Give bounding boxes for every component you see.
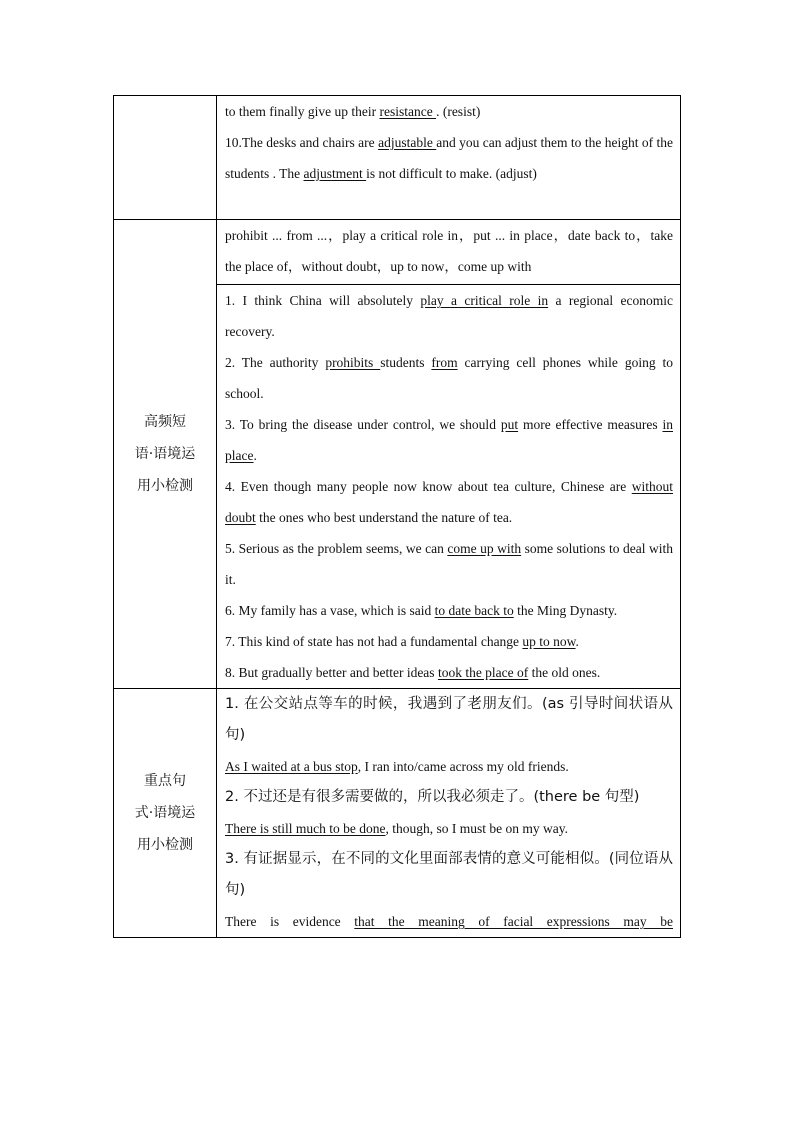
row-label-cell <box>114 220 217 689</box>
exercise-list <box>217 284 680 688</box>
answer-blank: adjustment <box>303 166 367 181</box>
table-row <box>114 96 681 220</box>
phrase-bank: prohibit ... from ...，play a critical role in，put ... in place，date back to，take the place of，without doubt，up to now，come up with <box>225 228 673 274</box>
section-label: 重点句 <box>144 773 186 789</box>
answer-blank: As I waited at a bus stop <box>225 759 358 774</box>
section-label: 语·语境运 <box>134 446 196 462</box>
chinese-prompt: 1. 在公交站点等车的时候，我遇到了老朋友们。(as 引导时间状语从句) <box>225 696 673 743</box>
answer-blank: that the meaning of facial expressions may be <box>354 914 674 929</box>
exercise-line: 6. My family has a vase, which is said to date back to the Ming Dynasty. <box>225 603 618 618</box>
exercise-line: 1. I think China will absolutely play a critical role in a regional economic recovery. <box>225 293 673 339</box>
exercise-line: There is still much to be done, though, so I must be on my way. <box>225 821 568 836</box>
answer-blank: play a critical role in <box>420 293 549 308</box>
exercise-line: 2. The authority prohibits students from carrying cell phones while going to school. <box>225 355 673 401</box>
exercise-line: 10.The desks and chairs are adjustable and you can adjust them to the height of the students . The adjustment is not difficult to make. (adjust) <box>225 135 674 181</box>
exercise-line: 4. Even though many people now know about tea culture, Chinese are without doubt the ones who best understand the nature of tea. <box>225 479 673 525</box>
answer-blank: There is still much to be done <box>225 821 386 836</box>
exercise-line: to them finally give up their resistance . (resist) <box>225 104 481 119</box>
row-label-cell <box>114 96 217 220</box>
exercise-line: As I waited at a bus stop, I ran into/came across my old friends. <box>225 759 569 774</box>
exercise-line: There is evidence that the meaning of facial expressions may be <box>225 914 674 929</box>
table-row <box>114 220 681 689</box>
section-label: 式·语境运 <box>134 805 196 821</box>
answer-blank: resistance <box>379 104 437 119</box>
answer-blank: adjustable <box>378 135 437 150</box>
exercise-line: 3. To bring the disease under control, we should put more effective measures in place. <box>225 417 673 463</box>
answer-blank: come up with <box>447 541 522 556</box>
answer-blank: without doubt <box>225 479 673 525</box>
row-content-cell <box>217 220 681 689</box>
exercise-line: 7. This kind of state has not had a fundamental change up to now. <box>225 634 579 649</box>
chinese-prompt: 3. 有证据显示，在不同的文化里面部表情的意义可能相似。(同位语从句) <box>225 851 673 898</box>
section-label: 用小检测 <box>137 478 193 494</box>
answer-blank: prohibits <box>325 355 381 370</box>
row-content-cell <box>217 689 681 938</box>
exercise-table <box>113 95 681 938</box>
answer-blank: took the place of <box>437 665 529 680</box>
row-label-cell <box>114 689 217 938</box>
answer-blank: up to now <box>522 634 576 649</box>
exercise-line: 8. But gradually better and better ideas took the place of the old ones. <box>225 665 601 680</box>
section-label: 用小检测 <box>137 837 193 853</box>
row-content-cell <box>217 96 681 220</box>
chinese-prompt: 2. 不过还是有很多需要做的，所以我必须走了。(there be 句型) <box>225 789 640 805</box>
answer-blank: from <box>431 355 458 370</box>
answer-blank: put <box>500 417 519 432</box>
section-label: 高频短 <box>144 414 186 430</box>
answer-blank: in place <box>225 417 673 463</box>
exercise-line: 5. Serious as the problem seems, we can come up with some solutions to deal with it. <box>225 541 673 587</box>
table-row <box>114 689 681 938</box>
answer-blank: to date back to <box>434 603 514 618</box>
